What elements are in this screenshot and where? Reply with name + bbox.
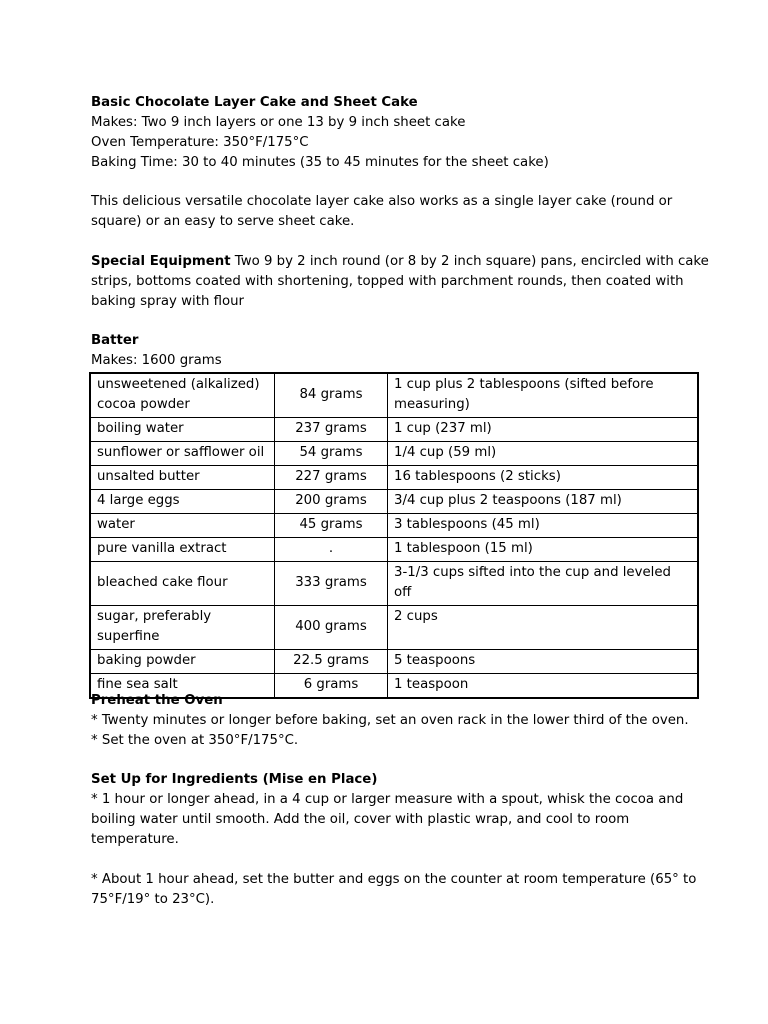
measure-cell: 2 cups bbox=[388, 606, 699, 650]
equipment-text: Two 9 by 2 inch round (or 8 by 2 inch square) pans, encircled with cake bbox=[230, 254, 709, 269]
table-row bbox=[90, 466, 698, 490]
ingredient-cell: bleached cake flour bbox=[90, 562, 275, 606]
grams-cell: 22.5 grams bbox=[275, 650, 388, 674]
table-row bbox=[90, 650, 698, 674]
mise-step: * About 1 hour ahead, set the butter and eggs on the counter at room temperature (65° to bbox=[91, 872, 697, 887]
ingredient-cell: 4 large eggs bbox=[90, 490, 275, 514]
baking-time: Baking Time: 30 to 40 minutes (35 to 45 minutes for the sheet cake) bbox=[91, 155, 549, 170]
ingredient-cell: pure vanilla extract bbox=[90, 538, 275, 562]
measure-cell: 16 tablespoons (2 sticks) bbox=[388, 466, 699, 490]
ingredient-cell: water bbox=[90, 514, 275, 538]
recipe-header bbox=[91, 93, 691, 173]
ingredient-cell: sunflower or safflower oil bbox=[90, 442, 275, 466]
ingredient-cell: unsweetened (alkalized) cocoa powder bbox=[90, 373, 275, 418]
recipe-title: Basic Chocolate Layer Cake and Sheet Cake bbox=[91, 95, 418, 110]
table-row bbox=[90, 373, 698, 418]
intro-line: This delicious versatile chocolate layer cake also works as a single layer cake (round or bbox=[91, 194, 673, 209]
grams-cell: 333 grams bbox=[275, 562, 388, 606]
batter-yield: Makes: 1600 grams bbox=[91, 353, 222, 368]
table-row bbox=[90, 418, 698, 442]
preheat-section bbox=[91, 691, 691, 751]
mise-heading: Set Up for Ingredients (Mise en Place) bbox=[91, 772, 378, 787]
table-row bbox=[90, 606, 698, 650]
special-equipment bbox=[91, 252, 709, 312]
table-row bbox=[90, 538, 698, 562]
measure-cell: 1 teaspoon bbox=[388, 674, 699, 699]
mise-step: * 1 hour or longer ahead, in a 4 cup or larger measure with a spout, whisk the cocoa and bbox=[91, 792, 684, 807]
grams-cell: 45 grams bbox=[275, 514, 388, 538]
table-row bbox=[90, 514, 698, 538]
ingredient-cell: fine sea salt bbox=[90, 674, 275, 699]
grams-cell: 6 grams bbox=[275, 674, 388, 699]
ingredient-cell: boiling water bbox=[90, 418, 275, 442]
measure-cell: 5 teaspoons bbox=[388, 650, 699, 674]
grams-cell: 400 grams bbox=[275, 606, 388, 650]
batter-heading: Batter bbox=[91, 333, 139, 348]
measure-cell: 3-1/3 cups sifted into the cup and leveled off bbox=[388, 562, 699, 606]
ingredient-cell: baking powder bbox=[90, 650, 275, 674]
measure-cell: 1 cup plus 2 tablespoons (sifted before measuring) bbox=[388, 373, 699, 418]
measure-cell: 3/4 cup plus 2 teaspoons (187 ml) bbox=[388, 490, 699, 514]
preheat-heading: Preheat the Oven bbox=[91, 693, 223, 708]
intro-paragraph bbox=[91, 192, 691, 232]
measure-cell: 1 cup (237 ml) bbox=[388, 418, 699, 442]
measure-cell: 1/4 cup (59 ml) bbox=[388, 442, 699, 466]
grams-cell: 227 grams bbox=[275, 466, 388, 490]
grams-cell: . bbox=[275, 538, 388, 562]
grams-cell: 200 grams bbox=[275, 490, 388, 514]
mise-step: temperature. bbox=[91, 832, 179, 847]
table-row bbox=[90, 442, 698, 466]
grams-cell: 84 grams bbox=[275, 373, 388, 418]
equipment-text: strips, bottoms coated with shortening, topped with parchment rounds, then coated with bbox=[91, 274, 684, 289]
grams-cell: 237 grams bbox=[275, 418, 388, 442]
mise-step: 75°F/19° to 23°C). bbox=[91, 892, 215, 907]
grams-cell: 54 grams bbox=[275, 442, 388, 466]
mise-en-place-section bbox=[91, 770, 697, 910]
preheat-step: * Set the oven at 350°F/175°C. bbox=[91, 733, 299, 748]
intro-line: square) or an easy to serve sheet cake. bbox=[91, 214, 355, 229]
table-row bbox=[90, 490, 698, 514]
ingredient-cell: sugar, preferably superfine bbox=[90, 606, 275, 650]
ingredients-table bbox=[89, 372, 699, 699]
equipment-text: baking spray with flour bbox=[91, 294, 244, 309]
recipe-yield: Makes: Two 9 inch layers or one 13 by 9 inch sheet cake bbox=[91, 115, 466, 130]
preheat-step: * Twenty minutes or longer before baking, set an oven rack in the lower third of the oven. bbox=[91, 713, 689, 728]
measure-cell: 1 tablespoon (15 ml) bbox=[388, 538, 699, 562]
oven-temperature: Oven Temperature: 350°F/175°C bbox=[91, 135, 309, 150]
batter-section bbox=[91, 331, 691, 371]
table-row bbox=[90, 562, 698, 606]
mise-step: boiling water until smooth. Add the oil, cover with plastic wrap, and cool to room bbox=[91, 812, 630, 827]
ingredient-cell: unsalted butter bbox=[90, 466, 275, 490]
measure-cell: 3 tablespoons (45 ml) bbox=[388, 514, 699, 538]
equipment-label: Special Equipment bbox=[91, 254, 231, 269]
